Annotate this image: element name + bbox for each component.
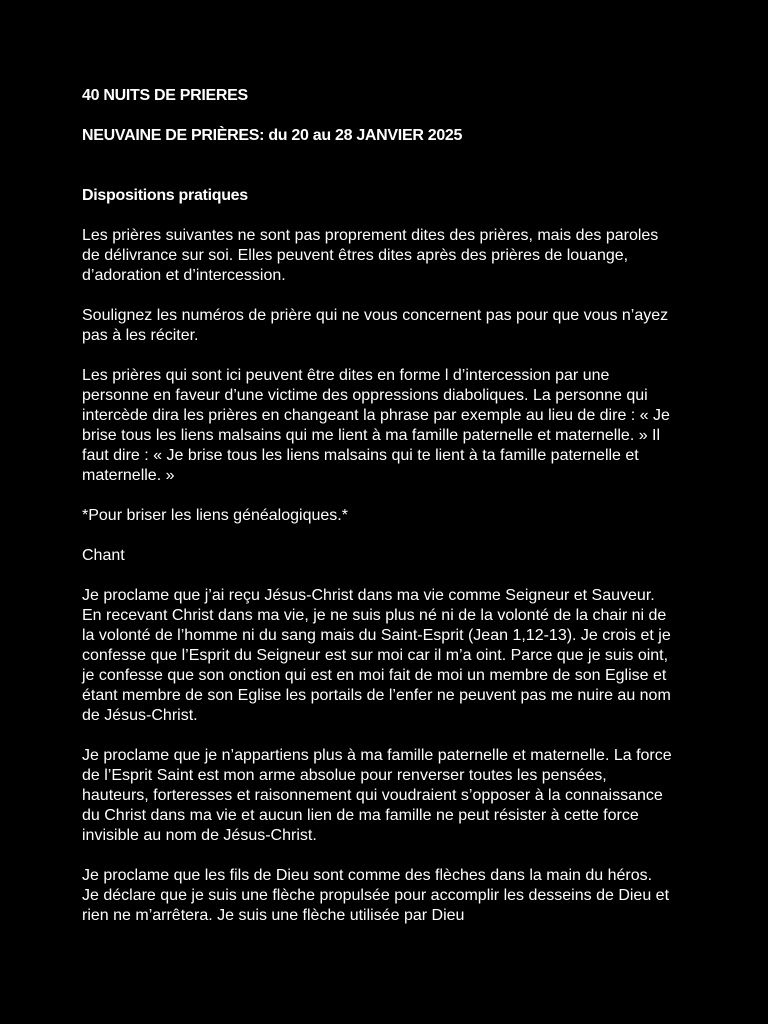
paragraph-proclamation-2: Je proclame que je n’appartiens plus à ma famille paternelle et maternelle. La force de l’Esprit Saint est mon arme absolue pour renverser toutes les pensées, hauteurs, forteresses et raisonnement qui voudraient s’opposer à la connaissance du Christ dans ma vie et aucun lien de ma famille ne peut résister à cette force invisible au nom de Jésus-Christ. <box>82 747 672 844</box>
paragraph-genealogy-note: *Pour briser les liens généalogiques.* <box>82 507 348 524</box>
paragraph-proclamation-3: Je proclame que les fils de Dieu sont comme des flèches dans la main du héros. Je déclare que je suis une flèche propulsée pour accomplir les desseins de Dieu et rien ne m’arrêtera. Je suis une flèche utilisée par Dieu <box>82 867 670 924</box>
document-subtitle: NEUVAINE DE PRIÈRES: du 20 au 28 JANVIER 2025 <box>82 127 463 144</box>
paragraph-proclamation-1: Je proclame que j’ai reçu Jésus-Christ dans ma vie comme Seigneur et Sauveur. En recevant Christ dans ma vie, je ne suis plus né ni de la volonté de la chair ni de la volonté de l’homme ni du sang mais du Saint-Esprit (Jean 1,12-13). Je crois et je confesse que l’Esprit du Seigneur est sur moi car il m’a oint. Parce que je suis oint, je confesse que son onction qui est en moi fait de moi un membre de son Eglise et étant membre de son Eglise les portails de l’enfer ne peuvent pas me nuire au nom de Jésus-Christ. <box>82 587 671 724</box>
paragraph-intro: Les prières suivantes ne sont pas proprement dites des prières, mais des paroles de délivrance sur soi. Elles peuvent êtres dites après des prières de louange, d’adoration et d’intercession. <box>82 227 659 284</box>
section-heading: Dispositions pratiques <box>82 187 248 204</box>
paragraph-intercession: Les prières qui sont ici peuvent être dites en forme l d’intercession par une personne en faveur d’une victime des oppressions diaboliques. La personne qui intercède dira les prières en changeant la phrase par exemple au lieu de dire : « Je brise tous les liens malsains qui me lient à ma famille paternelle et maternelle. » Il faut dire : « Je brise tous les liens malsains qui te lient à ta famille paternelle et maternelle. » <box>82 367 670 484</box>
document-page <box>82 86 672 946</box>
paragraph-chant: Chant <box>82 547 125 564</box>
paragraph-instructions: Soulignez les numéros de prière qui ne vous concernent pas pour que vous n’ayez pas à les réciter. <box>82 307 669 344</box>
document-title: 40 NUITS DE PRIERES <box>82 87 248 104</box>
